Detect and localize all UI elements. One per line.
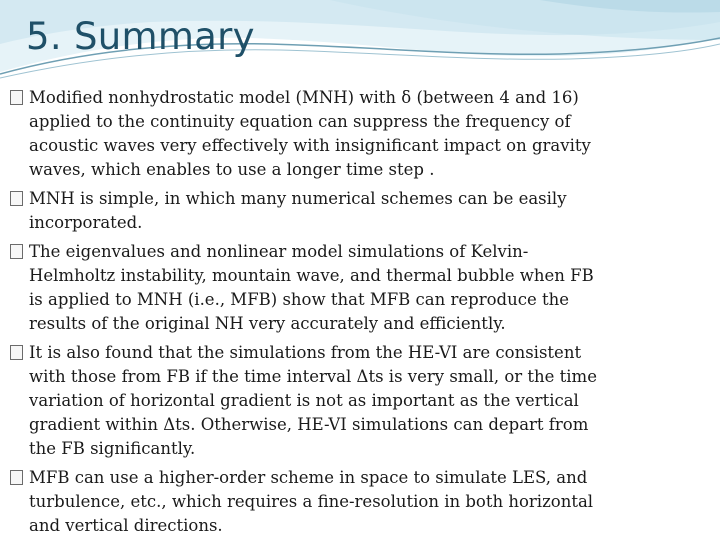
bullet-marker-icon — [10, 90, 23, 105]
bullet-item — [10, 187, 710, 235]
bullet-text: MFB can use a higher-order scheme in space to simulate LES, and turbulence, etc., which requires a fine-resolution in both horizontal and vertical directions. — [29, 468, 594, 535]
bullet-text: It is also found that the simulations from the HE-VI are consistent with those from FB if the time interval Δts is very small, or the time variation of horizontal gradient is not as important as the vertical gradient within Δts. Otherwise, HE-VI simulations can depart from the FB significantly. — [29, 343, 597, 458]
bullet-text: The eigenvalues and nonlinear model simulations of Kelvin- Helmholtz instability, mountain wave, and thermal bubble when FB is applied to MNH (i.e., MFB) show that MFB can reproduce the results of the original NH very accurately and efficiently. — [29, 242, 594, 333]
bullet-item — [10, 466, 710, 538]
bullet-item — [10, 240, 710, 336]
bullet-item — [10, 341, 710, 461]
bullet-marker-icon — [10, 345, 23, 360]
slide-title: 5. Summary — [26, 15, 255, 58]
bullet-list — [10, 86, 710, 540]
bullet-marker-icon — [10, 244, 23, 259]
bullet-item — [10, 86, 710, 182]
bullet-text: MNH is simple, in which many numerical schemes can be easily incorporated. — [29, 189, 567, 232]
bullet-marker-icon — [10, 191, 23, 206]
bullet-text: Modified nonhydrostatic model (MNH) with δ (between 4 and 16) applied to the continuity equation can suppress the frequency of acoustic waves very effectively with insignificant impact on gravity waves, which enables to use a longer time step . — [29, 88, 591, 179]
bullet-marker-icon — [10, 470, 23, 485]
